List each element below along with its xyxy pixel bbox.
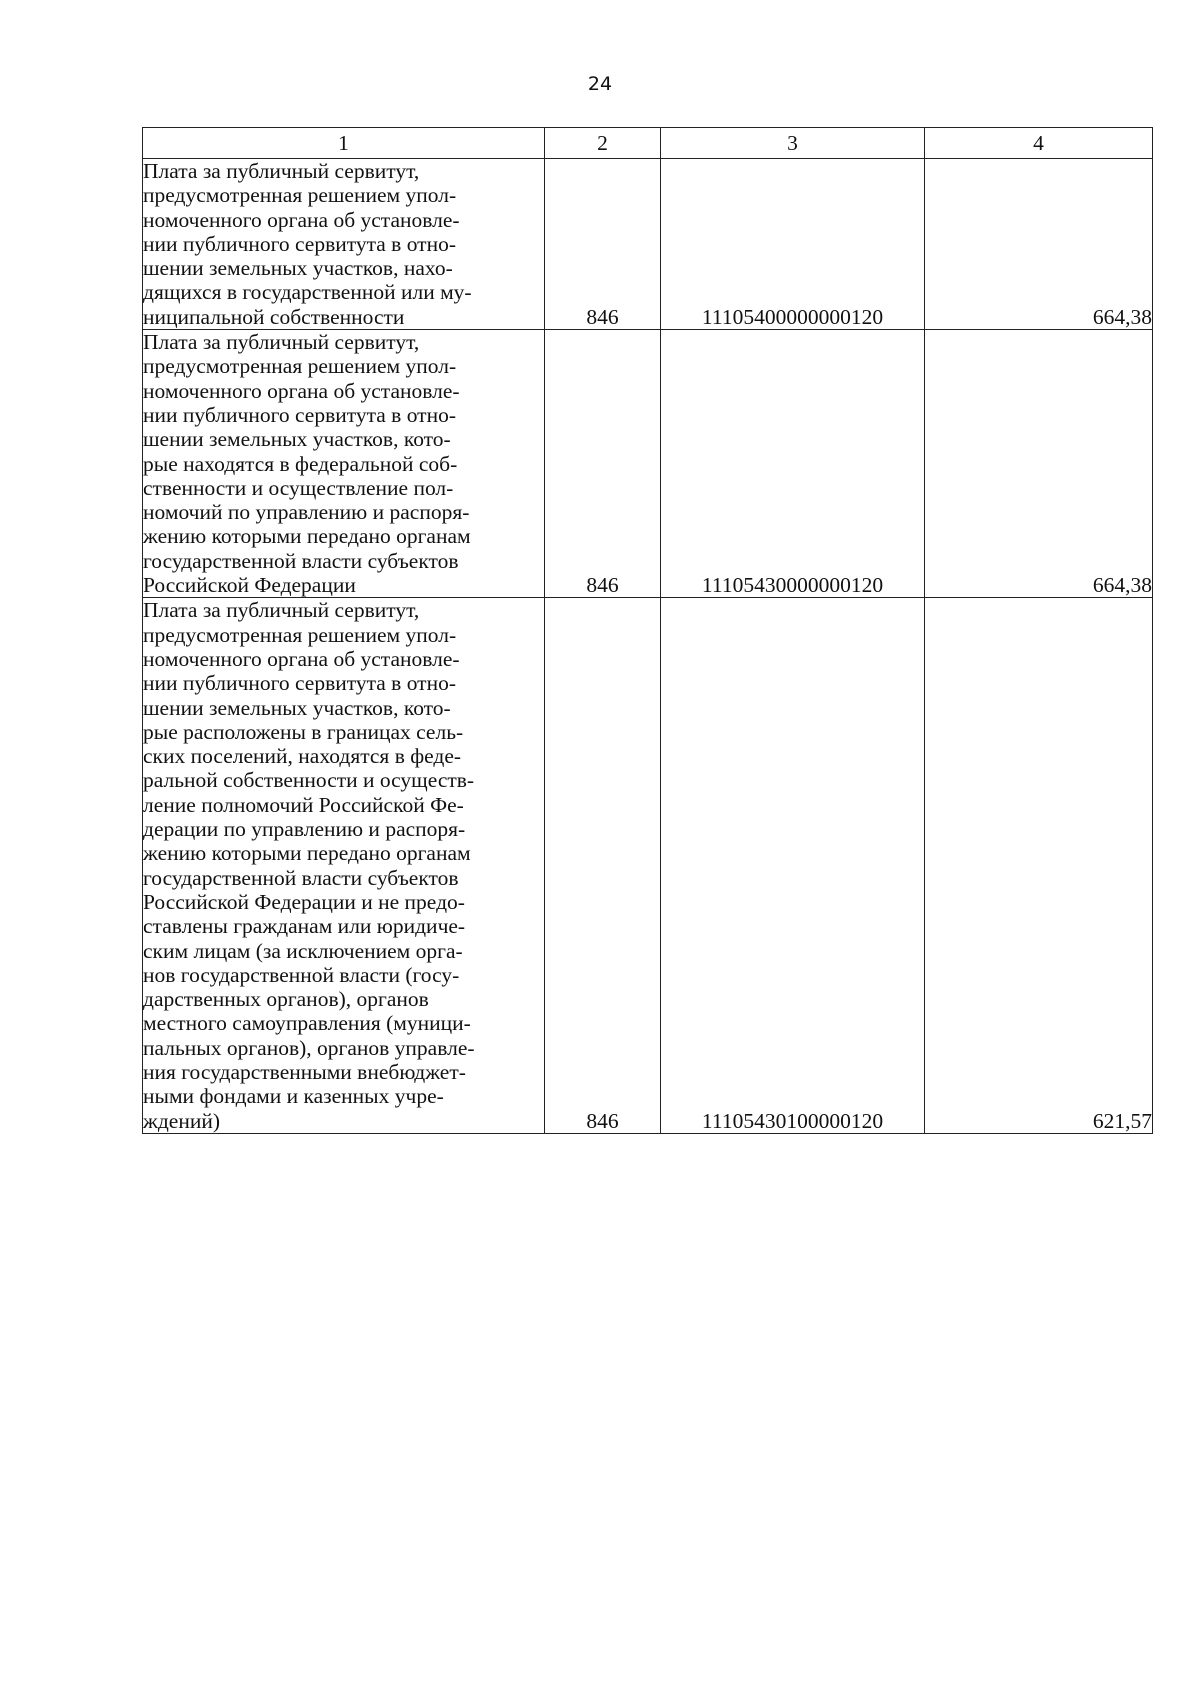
income-name-cell: Плата за публичный сервитут, предусмотренная решением упол- номоченного органа об установле- нии публичного сервитута в отно- шении земельных участков, кото- рые находятся в федеральной соб- ственности и осуществление пол- номочий по управлению и распоря- жению которыми передано органам государственной власти субъектов Российской Федерации xyxy=(143,330,545,598)
column-header-1: 1 xyxy=(143,128,545,159)
table-row xyxy=(143,159,1153,330)
admin-code-cell: 846 xyxy=(545,598,661,1134)
column-header-3: 3 xyxy=(661,128,925,159)
column-header-4: 4 xyxy=(925,128,1153,159)
amount-cell: 664,38 xyxy=(925,159,1153,330)
income-code-cell: 11105430100000120 xyxy=(661,598,925,1134)
admin-code-cell: 846 xyxy=(545,330,661,598)
amount-cell: 664,38 xyxy=(925,330,1153,598)
income-name-cell: Плата за публичный сервитут, предусмотренная решением упол- номоченного органа об установле- нии публичного сервитута в отно- шении земельных участков, кото- рые расположены в границах сель- ских поселений, находятся в феде- ральной собственности и осуществ- ление полномочий Российской Фе- дерации по управлению и распоря- жению которыми передано органам государственной власти субъектов Российской Федерации и не предо- ставлены гражданам или юридиче- ским лицам (за исключением орга- нов государственной власти (госу- дарственных органов), органов местного самоуправления (муници- пальных органов), органов управле- ния государственными внебюджет- ными фондами и казенных учре- ждений) xyxy=(143,598,545,1134)
column-header-2: 2 xyxy=(545,128,661,159)
amount-cell: 621,57 xyxy=(925,598,1153,1134)
page-number: 24 xyxy=(587,73,613,95)
table-row xyxy=(143,598,1153,1134)
revenue-table xyxy=(142,127,1153,1134)
income-name-cell: Плата за публичный сервитут, предусмотренная решением упол- номоченного органа об установле- нии публичного сервитута в отно- шении земельных участков, нахо- дящихся в государственной или му- ниципальной собственности xyxy=(143,159,545,330)
income-code-cell: 11105430000000120 xyxy=(661,330,925,598)
table-header-row xyxy=(143,128,1153,159)
table-row xyxy=(143,330,1153,598)
admin-code-cell: 846 xyxy=(545,159,661,330)
income-code-cell: 11105400000000120 xyxy=(661,159,925,330)
